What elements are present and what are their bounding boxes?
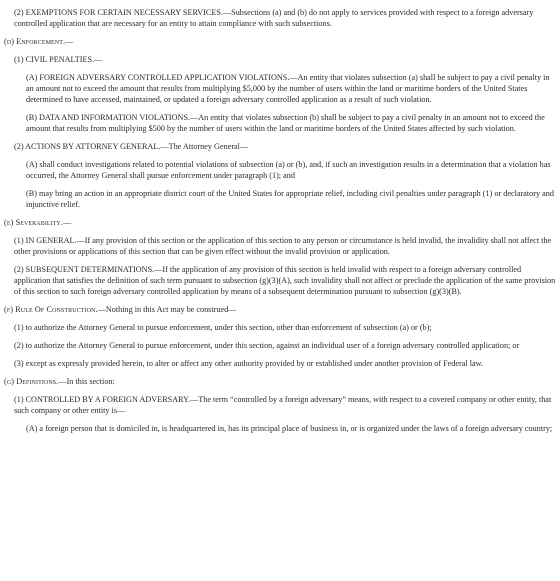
paragraph-lead: (2) SUBSEQUENT DETERMINATIONS. xyxy=(14,265,155,274)
paragraph xyxy=(4,159,556,181)
paragraph-lead: (A) FOREIGN ADVERSARY CONTROLLED APPLICATION VIOLATIONS. xyxy=(26,73,290,82)
paragraph-lead: (2) xyxy=(14,341,24,350)
paragraph xyxy=(4,235,556,257)
paragraph xyxy=(4,304,556,315)
paragraph-body: —An entity that violates subsection (b) shall be subject to pay a civil penalty in an amount not to exceed the amount that results from multiplying $500 by the number of users within the land or maritime borders of the United States affected by such violation. xyxy=(26,113,545,133)
paragraph-body: —Nothing in this Act may be construed— xyxy=(97,305,237,314)
paragraph-body: a foreign person that is domiciled in, is headquartered in, has its principal place of business in, or is organized under the laws of a foreign adversary country; xyxy=(37,424,553,433)
paragraph-lead: (d) Enforcement. xyxy=(4,37,66,46)
paragraph-body: —The term “controlled by a foreign adversary” means, with respect to a covered company or other entity, that such company or other entity is— xyxy=(14,395,552,415)
paragraph xyxy=(4,423,556,434)
paragraph xyxy=(4,188,556,210)
paragraph-lead: (1) IN GENERAL. xyxy=(14,236,77,245)
paragraph xyxy=(4,217,556,228)
paragraph-body: — xyxy=(94,55,103,64)
paragraph-body: to authorize the Attorney General to pursue enforcement, under this section, other than enforcement of subsection (a) or (b); xyxy=(23,323,432,332)
paragraph xyxy=(4,72,556,105)
paragraph-lead: (1) CONTROLLED BY A FOREIGN ADVERSARY. xyxy=(14,395,191,404)
paragraph-body: to authorize the Attorney General to pursue enforcement, under this section, against an individual user of a foreign adversary controlled application; or xyxy=(23,341,520,350)
paragraph xyxy=(4,112,556,134)
paragraph-lead: (f) Rule Of Construction. xyxy=(4,305,98,314)
paragraph xyxy=(4,358,556,369)
paragraph xyxy=(4,54,556,65)
paragraph-lead: (B) xyxy=(26,189,37,198)
paragraph xyxy=(4,264,556,297)
paragraph-body: except as expressly provided herein, to alter or affect any other authority provided by or established under another provision of Federal law. xyxy=(23,359,484,368)
paragraph xyxy=(4,322,556,333)
paragraph-lead: (g) Definitions. xyxy=(4,377,59,386)
paragraph-body: — xyxy=(63,218,72,227)
paragraph-lead: (e) Severability. xyxy=(4,218,64,227)
paragraph xyxy=(4,376,556,387)
paragraph xyxy=(4,340,556,351)
paragraph-body: — xyxy=(65,37,74,46)
paragraph-lead: (3) xyxy=(14,359,24,368)
paragraph-lead: (2) ACTIONS BY ATTORNEY GENERAL. xyxy=(14,142,161,151)
paragraph-lead: (A) xyxy=(26,424,38,433)
paragraph-body: shall conduct investigations related to potential violations of subsection (a) or (b), and, if such an investigation results in a determination that a violation has occurred, the Attorney General shall pursue enforcement under paragraph (1); and xyxy=(26,160,551,180)
paragraph-body: —If any provision of this section or the application of this section to any person or circumstance is held invalid, the invalidity shall not affect the other provisions or applications of this section that can be given effect without the invalid provision or application. xyxy=(14,236,552,256)
paragraph xyxy=(4,141,556,152)
paragraph-body: —If the application of any provision of this section is held invalid with respect to a foreign adversary controlled application that satisfies the definition of such term pursuant to subsection (g)(3)(A), such invalidity shall not affect or preclude the application of the same provision of this section to such foreign adversary controlled application by means of a subsequent determination pursuant to subsection (g)(3)(B). xyxy=(14,265,556,296)
paragraph-lead: (A) xyxy=(26,160,38,169)
paragraph xyxy=(4,394,556,416)
paragraph-body: may bring an action in an appropriate district court of the United States for appropriate relief, including civil penalties under paragraph (1) or declaratory and injunctive relief. xyxy=(26,189,554,209)
paragraph-lead: (1) CIVIL PENALTIES. xyxy=(14,55,95,64)
paragraph xyxy=(4,7,556,29)
paragraph-lead: (1) xyxy=(14,323,24,332)
paragraph-body: —Subsections (a) and (b) do not apply to services provided with respect to a foreign adversary controlled application that are necessary for an entity to attain compliance with such subsections. xyxy=(14,8,534,28)
paragraph-body: —The Attorney General— xyxy=(160,142,249,151)
paragraph-body: —An entity that violates subsection (a) shall be subject to pay a civil penalty in an amount not to exceed the amount that results from multiplying $5,000 by the number of users within the land or maritime borders of the United States determined to have accessed, maintained, or updated a foreign adversary controlled application as a result of such violation. xyxy=(26,73,550,104)
paragraph-lead: (2) EXEMPTIONS FOR CERTAIN NECESSARY SERVICES. xyxy=(14,8,223,17)
paragraph-lead: (B) DATA AND INFORMATION VIOLATIONS. xyxy=(26,113,191,122)
paragraph xyxy=(4,36,556,47)
paragraph-body: —In this section: xyxy=(58,377,115,386)
